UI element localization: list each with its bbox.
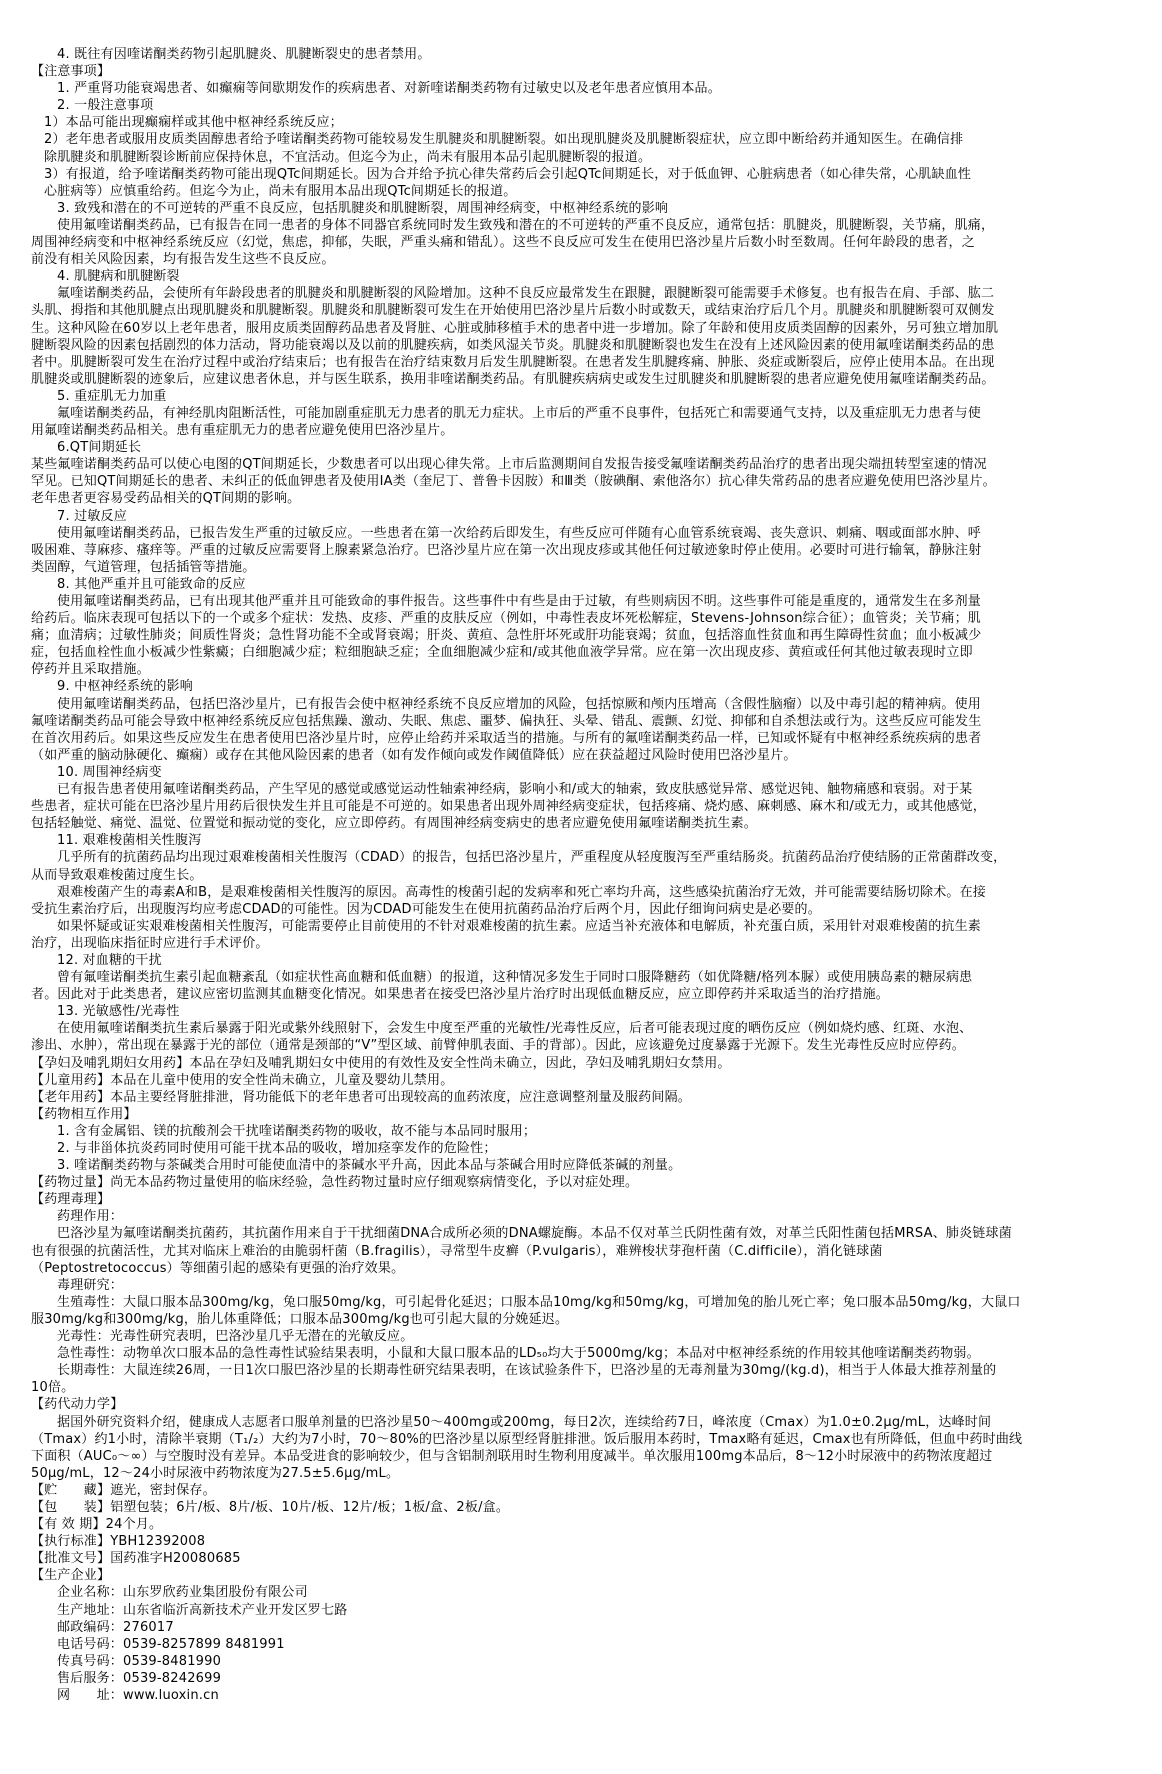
text-line: 艰难梭菌产生的毒素A和B，是艰难梭菌相关性腹泻的原因。高毒性的梭菌引起的发病率和死亡率均升高，这些感染抗菌治疗无效，并可能需要结肠切除术。在接: [57, 884, 987, 900]
text-line: 下面积（AUC₀～∞）与空腹时没有差异。本品受进食的影响较少，但与含铝制剂联用时生物利用度减半。单次服用100mg本品后，8～12小时尿液中的药物浓度超过: [31, 1448, 993, 1464]
text-line: 7. 过敏反应: [57, 508, 127, 524]
text-line: 氟喹诺酮类药品可能会导致中枢神经系统反应包括焦躁、激动、失眠、焦虑、噩梦、偏执狂、头晕、错乱、震颤、幻觉、抑郁和自杀想法或行为。这些反应可能发生: [31, 713, 982, 729]
text-line: 已有报告患者使用氟喹诺酮类药品，产生罕见的感觉或感觉运动性轴索神经病，影响小和/或大的轴索，致皮肤感觉异常、感觉迟钝、触物痛感和衰弱。对于某: [57, 782, 973, 798]
text-line: 给药后。临床表现可包括以下的一个或多个症状：发热、皮疹、严重的皮肤反应（例如，中毒性表皮坏死松解症，Stevens-Johnson综合征）；血管炎；关节痛；肌: [31, 611, 981, 627]
text-line: 【药理毒理】: [31, 1192, 111, 1208]
text-line: 3. 致残和潜在的不可逆转的严重不良反应，包括肌腱炎和肌腱断裂，周围神经病变，中枢神经系统的影响: [57, 200, 669, 216]
text-line: 曾有氟喹诺酮类抗生素引起血糖紊乱（如症状性高血糖和低血糖）的报道，这种情况多发生于同时口服降糖药（如优降糖/格列本脲）或使用胰岛素的糖尿病患: [57, 970, 973, 986]
text-line: 【注意事项】: [31, 64, 111, 80]
text-line: 生。这种风险在60岁以上老年患者，服用皮质类固醇药品患者及肾脏、心脏或肺移植手术的患者中进一步增加。除了年龄和使用皮质类固醇的因素外，另可独立增加肌: [31, 320, 999, 336]
text-line: 3）有报道，给予喹诺酮类药物可能出现QTc间期延长。因为合并给予抗心律失常药后会引起QTc间期延长，对于低血钾、心脏病患者（如心律失常，心肌缺血性: [44, 166, 972, 182]
text-line: 3. 喹诺酮类药物与茶碱类合用时可能使血清中的茶碱水平升高，因此本品与茶碱合用时应降低茶碱的剂量。: [57, 1158, 682, 1174]
text-line: 5. 重症肌无力加重: [57, 388, 167, 404]
text-line: 周围神经病变和中枢神经系统反应（幻觉，焦虑，抑郁，失眠，严重头痛和错乱）。这些不良反应可发生在使用巴洛沙星片后数小时至数周。任何年龄段的患者，之: [31, 235, 975, 251]
text-line: 4. 肌腱病和肌腱断裂: [57, 269, 180, 285]
text-line: 头肌、拇指和其他肌腱点出现肌腱炎和肌腱断裂。肌腱炎和肌腱断裂可发生在开始使用巴洛沙星片后数小时或数天，或结束治疗后几个月。肌腱炎和肌腱断裂可双侧发: [31, 303, 995, 319]
text-line: 除肌腱炎和肌腱断裂诊断前应保持休息，不宜活动。但迄今为止，尚未有服用本品引起肌腱断裂的报道。: [44, 149, 652, 165]
text-line: 使用氟喹诺酮类药品，已有报告在同一患者的身体不同器官系统同时发生致残和潜在的不可逆转的严重不良反应，通常包括：肌腱炎，肌腱断裂，关节痛，肌痛，: [57, 217, 995, 233]
text-line: 传真号码：0539-8481990: [57, 1653, 222, 1669]
text-line: 受抗生素治疗后，出现腹泻均应考虑CDAD的可能性。因为CDAD可能发生在使用抗菌药品治疗后两个月，因此仔细询问病史是必要的。: [31, 901, 821, 917]
text-line: 药理作用：: [57, 1209, 124, 1225]
text-line: 【药代动力学】: [31, 1397, 124, 1413]
text-line: 包括轻触觉、痛觉、温觉、位置觉和振动觉的变化，应立即停药。有周围神经病变病史的患者应避免使用氟喹诺酮类抗生素。: [31, 816, 758, 832]
text-line: 光毒性：光毒性研究表明，巴洛沙星几乎无潜在的光敏反应。: [57, 1329, 414, 1345]
text-line: 【包 装】铝塑包装；6片/板、8片/板、10片/板、12片/板；1板/盒、2板/盒。: [31, 1499, 510, 1515]
text-line: 使用氟喹诺酮类药品，已有出现其他严重并且可能致命的事件报告。这些事件中有些是由于过敏，有些则病因不明。这些事件可能是重度的，通常发生在多剂量: [57, 594, 982, 609]
text-line: 在首次用药后。如果这些反应发生在患者使用巴洛沙星片时，应停止给药并采取适当的措施。与所有的氟喹诺酮类药品一样，已知或怀疑有中枢神经系统疾病的患者: [31, 730, 982, 746]
text-line: 1）本品可能出现癫痫样或其他中枢神经系统反应；: [44, 115, 343, 131]
text-line: 吸困难、荨麻疹、瘙痒等。严重的过敏反应需要肾上腺素紧急治疗。巴洛沙星片应在第一次出现皮疹或其他任何过敏迹象时停止使用。必要时可进行输氧，静脉注射: [31, 542, 982, 558]
text-line: 【药物相互作用】: [31, 1106, 137, 1122]
text-line: 服30mg/kg和300mg/kg，胎儿体重降低；口服本品300mg/kg也可引起大鼠的分娩延迟。: [31, 1311, 569, 1327]
text-line: 据国外研究资料介绍，健康成人志愿者口服单剂量的巴洛沙星50～400mg或200mg，每日2次，连续给药7日，峰浓度（Cmax）为1.0±0.2μg/mL，达峰时间: [57, 1414, 992, 1430]
text-line: 使用氟喹诺酮类药品，已报告发生严重的过敏反应。一些患者在第一次给药后即发生，有些反应可伴随有心血管系统衰竭、丧失意识、刺痛、咽或面部水肿、呼: [57, 525, 982, 541]
text-line: 10倍。: [31, 1380, 75, 1396]
text-line: 50μg/mL，12～24小时尿液中药物浓度为27.5±5.6μg/mL。: [31, 1465, 400, 1481]
text-line: 罕见。已知QT间期延长的患者、未纠正的低血钾患者及使用IA类（奎尼丁、普鲁卡因胺）和Ⅲ类（胺碘酮、索他洛尔）抗心律失常药品的患者应避免使用巴洛沙星片。: [31, 474, 996, 490]
text-line: 腱断裂风险的因素包括剧烈的体力活动，肾功能衰竭以及以前的肌腱疾病，如类风湿关节炎。肌腱炎和肌腱断裂也发生在没有上述风险因素的使用氟喹诺酮类药品的患: [31, 337, 995, 353]
text-line: 长期毒性：大鼠连续26周，一日1次口服巴洛沙星的长期毒性研究结果表明，在该试验条件下，巴洛沙星的无毒剂量为30mg/(kg.d)，相当于人体最大推荐剂量的: [57, 1363, 997, 1379]
text-line: 邮政编码：276017: [57, 1619, 174, 1635]
text-line: 几乎所有的抗菌药品均出现过艰难梭菌相关性腹泻（CDAD）的报告，包括巴洛沙星片，严重程度从轻度腹泻至严重结肠炎。抗菌药品治疗使结肠的正常菌群改变，: [57, 850, 1007, 866]
text-line: 氟喹诺酮类药品，会使所有年龄段患者的肌腱炎和肌腱断裂的风险增加。这种不良反应最常发生在跟腱，跟腱断裂可能需要手术修复。也有报告在肩、手部、肱二: [57, 286, 995, 302]
text-line: 老年患者更容易受药品相关的QT间期的影响。: [31, 491, 301, 507]
text-line: 生殖毒性：大鼠口服本品300mg/kg，兔口服50mg/kg，可引起骨化延迟；口服本品10mg/kg和50mg/kg，可增加兔的胎儿死亡率；兔口服本品50mg/kg，大鼠口: [57, 1294, 1021, 1310]
text-line: 也有很强的抗菌活性，尤其对临床上难治的由脆弱杆菌（B.fragilis），寻常型牛皮癣（P.vulgaris），难辨梭状芽孢杆菌（C.difficile），消化链球菌: [31, 1243, 883, 1259]
text-line: 治疗，出现临床指征时应进行手术评价。: [31, 935, 269, 951]
text-line: 者中。肌腱断裂可发生在治疗过程中或治疗结束后；也有报告在治疗结束数月后发生肌腱断裂。在患者发生肌腱疼痛、肿胀、炎症或断裂后，应停止使用本品。在出现: [31, 354, 995, 370]
text-line: 如果怀疑或证实艰难梭菌相关性腹泻，可能需要停止目前使用的不针对艰难梭菌的抗生素。应适当补充液体和电解质，补充蛋白质，采用针对艰难梭菌的抗生素: [57, 918, 982, 934]
text-line: 者。因此对于此类患者，建议应密切监测其血糖变化情况。如果患者在接受巴洛沙星片治疗时出现低血糖反应，应立即停药并采取适当的治疗措施。: [31, 987, 890, 1003]
text-line: 6.QT间期延长: [57, 440, 142, 456]
text-line: 【批准文号】国药准字H20080685: [31, 1551, 241, 1567]
text-line: 【执行标准】YBH12392008: [31, 1534, 206, 1550]
text-line: 在使用氟喹诺酮类抗生素后暴露于阳光或紫外线照射下，会发生中度至严重的光敏性/光毒性反应，后者可能表现过度的晒伤反应（例如烧灼感、红斑、水泡、: [57, 1021, 973, 1037]
drug-insert-document: [31, 46, 1135, 1704]
text-line: 1. 严重肾功能衰竭患者、如癫痫等间歇期发作的疾病患者、对新喹诺酮类药物有过敏史以及老年患者应慎用本品。: [57, 81, 721, 97]
text-line: 9. 中枢神经系统的影响: [57, 679, 193, 695]
text-line: 某些氟喹诺酮类药品可以使心电图的QT间期延长，少数患者可以出现心律失常。上市后监测期间自发报告接受氟喹诺酮类药品治疗的患者出现尖端扭转型室速的情况: [31, 457, 987, 473]
text-line: 使用氟喹诺酮类药品，包括巴洛沙星片，已有报告会使中枢神经系统不良反应增加的风险，包括惊厥和颅内压增高（含假性脑瘤）以及中毒引起的精神病。使用: [57, 696, 982, 712]
text-line: 巴洛沙星为氟喹诺酮类抗菌药，其抗菌作用来自于干扰细菌DNA合成所必须的DNA螺旋酶。本品不仅对革兰氏阴性菌有效，对革兰氏阳性菌包括MRSA、肺炎链球菌: [57, 1226, 1012, 1242]
text-line: 从而导致艰难梭菌过度生长。: [31, 867, 203, 883]
text-line: 售后服务：0539-8242699: [57, 1670, 222, 1686]
text-line: 4. 既往有因喹诺酮类药物引起肌腱炎、肌腱断裂史的患者禁用。: [57, 47, 431, 62]
text-line: 【儿童用药】本品在儿童中使用的安全性尚未确立，儿童及婴幼儿禁用。: [31, 1072, 454, 1088]
text-line: 肌腱炎或肌腱断裂的迹象后，应建议患者休息，并与医生联系，换用非喹诺酮类药品。有肌腱疾病病史或发生过肌腱炎和肌腱断裂的患者应避免使用氟喹诺酮类药品。: [31, 371, 995, 387]
text-line: 症，包括血栓性血小板减少性紫癜；白细胞减少症；粒细胞缺乏症；全血细胞减少症和/或其他血液学异常。应在第一次出现皮疹、黄疸或任何其他过敏表现时立即: [31, 645, 973, 661]
text-line: 8. 其他严重并且可能致命的反应: [57, 576, 246, 592]
text-line: 毒理研究：: [57, 1277, 124, 1293]
text-line: （Peptostretococcus）等细菌引起的感染有更强的治疗效果。: [31, 1260, 405, 1276]
text-line: 停药并且采取措施。: [31, 662, 150, 678]
text-line: 11. 艰难梭菌相关性腹泻: [57, 833, 202, 849]
text-line: 心脏病等）应慎重给药。但迄今为止，尚未有服用本品出现QTc间期延长的报道。: [44, 183, 517, 199]
text-line: 10. 周围神经病变: [57, 764, 162, 780]
text-line: 【有 效 期】24个月。: [31, 1517, 163, 1533]
text-line: 【生产企业】: [31, 1568, 111, 1584]
text-line: 1. 含有金属铝、镁的抗酸剂会干扰喹诺酮类药物的吸收，故不能与本品同时服用；: [57, 1123, 537, 1139]
text-line: 【药物过量】尚无本品药物过量使用的临床经验，急性药物过量时应仔细观察病情变化，予以对症处理。: [31, 1175, 639, 1191]
text-line: 2. 与非甾体抗炎药同时使用可能干扰本品的吸收，增加痉挛发作的危险性；: [57, 1141, 497, 1156]
text-line: 企业名称：山东罗欣药业集团股份有限公司: [57, 1585, 308, 1601]
text-line: 电话号码：0539-8257899 8481991: [57, 1636, 285, 1652]
text-line: 2）老年患者或服用皮质类固醇患者给予喹诺酮类药物可能较易发生肌腱炎和肌腱断裂。如出现肌腱炎及肌腱断裂症状，应立即中断给药并通知医生。在确信排: [44, 132, 964, 148]
text-line: 生产地址：山东省临沂高新技术产业开发区罗七路: [57, 1602, 348, 1618]
text-line: 用氟喹诺酮类药品相关。患有重症肌无力的患者应避免使用巴洛沙星片。: [31, 423, 454, 439]
text-line: 渗出、水肿），常出现在暴露于光的部位（通常是颈部的“V”型区域、前臂伸肌表面、手的背部）。因此，应该避免过度暴露于光源下。发生光毒性反应时应停药。: [31, 1038, 965, 1054]
text-line: 网 址：www.luoxin.cn: [57, 1688, 219, 1703]
text-line: 2. 一般注意事项: [57, 98, 154, 114]
text-line: 12. 对血糖的干扰: [57, 952, 162, 968]
text-line: 急性毒性：动物单次口服本品的急性毒性试验结果表明，小鼠和大鼠口服本品的LD₅₀均大于5000mg/kg；本品对中枢神经系统的作用较其他喹诺酮类药物弱。: [57, 1346, 980, 1362]
text-line: 些患者，症状可能在巴洛沙星片用药后很快发生并且可能是不可逆的。如果患者出现外周神经病变症状，包括疼痛、烧灼感、麻刺感、麻木和/或无力，或其他感觉，: [31, 799, 986, 815]
text-line: 痛；血清病；过敏性肺炎；间质性肾炎；急性肾功能不全或肾衰竭；肝炎、黄疸、急性肝坏死或肝功能衰竭；贫血，包括溶血性贫血和再生障碍性贫血；血小板减少: [31, 628, 982, 644]
text-line: 类固醇，气道管理，包括插管等措施。: [31, 559, 256, 575]
text-line: （Tmax）约1小时，清除半衰期（T₁/₂）大约为7小时，70～80%的巴洛沙星以原型经肾脏排泄。饭后服用本药时，Tmax略有延迟，Cmax也有所降低，但血中药时曲线: [31, 1431, 1023, 1447]
text-line: 【孕妇及哺乳期妇女用药】本品在孕妇及哺乳期妇女中使用的有效性及安全性尚未确立，因此，孕妇及哺乳期妇女禁用。: [31, 1055, 731, 1071]
text-line: 前没有相关风险因素，均有报告发生这些不良反应。: [31, 252, 335, 268]
text-line: 13. 光敏感性/光毒性: [57, 1004, 180, 1020]
text-line: （如严重的脑动脉硬化、癫痫）或存在其他风险因素的患者（如有发作倾向或发作阈值降低）应在获益超过风险时使用巴洛沙星片。: [31, 747, 797, 763]
text-line: 【老年用药】本品主要经肾脏排泄，肾功能低下的老年患者可出现较高的血药浓度，应注意调整剂量及服药间隔。: [31, 1089, 692, 1105]
text-line: 氟喹诺酮类药品，有神经肌肉阻断活性，可能加剧重症肌无力患者的肌无力症状。上市后的严重不良事件，包括死亡和需要通气支持，以及重症肌无力患者与使: [57, 405, 982, 421]
text-line: 【贮 藏】遮光，密封保存。: [31, 1482, 216, 1498]
